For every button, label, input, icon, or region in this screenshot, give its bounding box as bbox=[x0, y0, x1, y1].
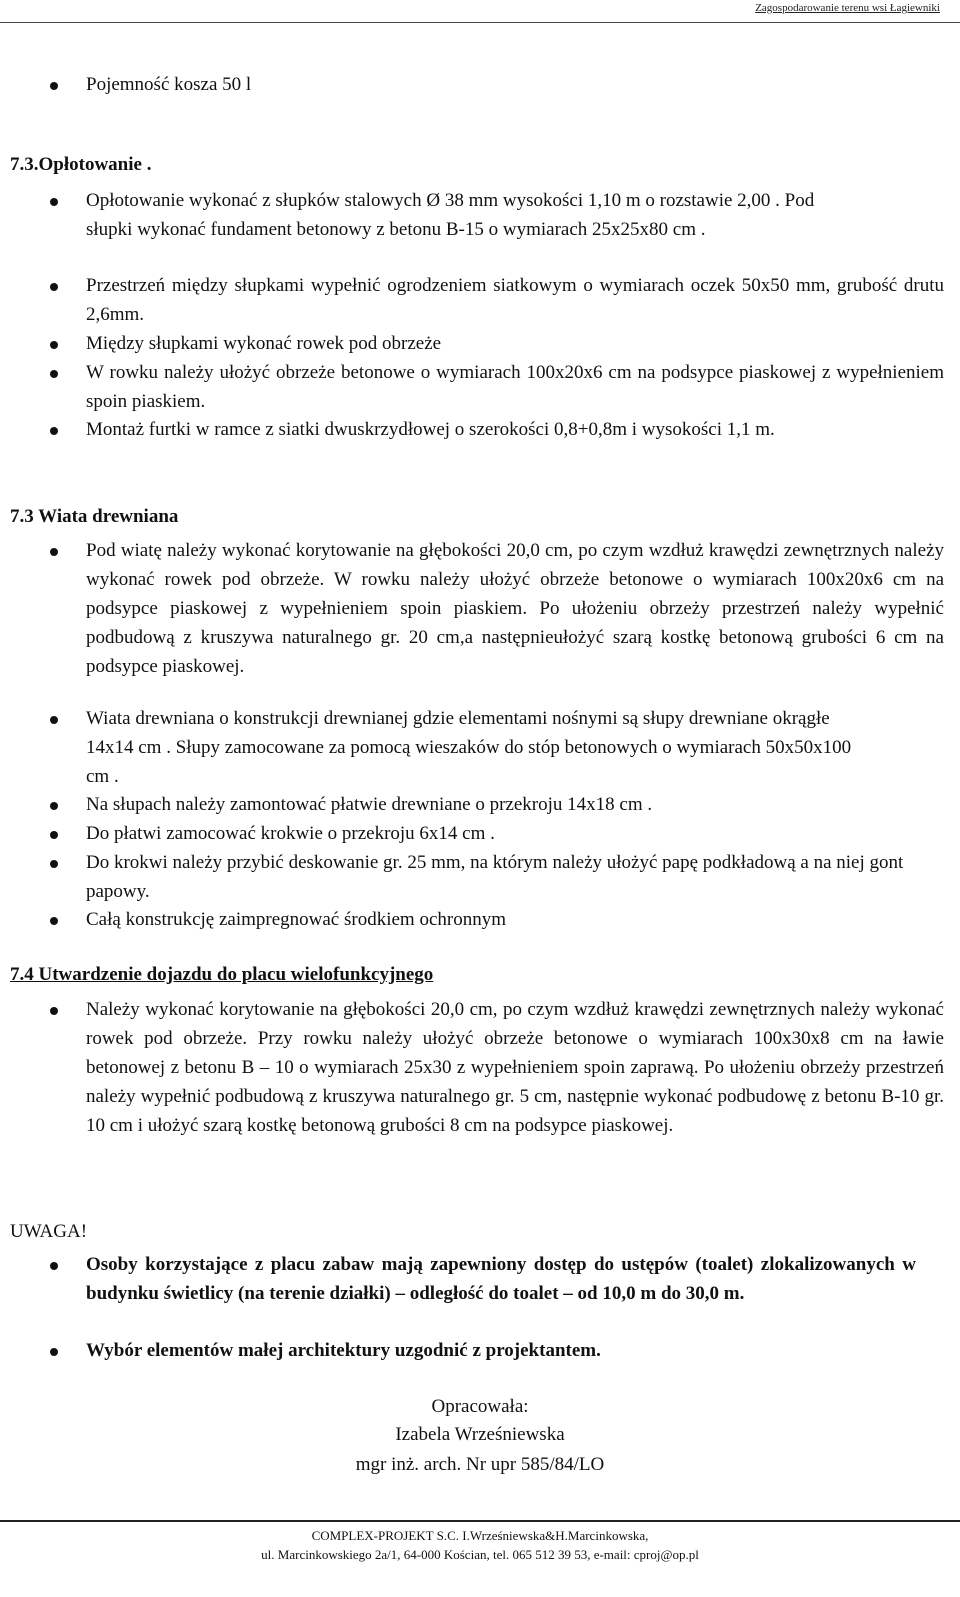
bullet-icon bbox=[50, 548, 58, 556]
bullet-icon bbox=[50, 1348, 58, 1356]
header-title: Zagospodarowanie terenu wsi Łagiewniki bbox=[755, 2, 940, 14]
list-item: Na słupach należy zamontować płatwie drewniane o przekroju 14x18 cm . bbox=[86, 794, 653, 815]
list-item: Do płatwi zamocować krokwie o przekroju 6x14 cm . bbox=[86, 823, 495, 844]
list-item: Przestrzeń między słupkami wypełnić ogrodzeniem siatkowym o wymiarach oczek 50x50 mm, grubość drutu 2,6mm. bbox=[86, 275, 944, 325]
page-header bbox=[0, 0, 960, 23]
list-item: Pod wiatę należy wykonać korytowanie na głębokości 20,0 cm, po czym wzdłuż krawędzi zewnętrznych należy wykonać rowek pod obrzeże. W rowku należy ułożyć obrzeże betonowe o wymiarach 100x20x6 cm na podsypce piaskowej z wypełnieniem spoin piaskiem. Po ułożeniu obrzeży przestrzeń należy wypełnić podbudową z kruszywa naturalnego gr. 20 cm,a następnieułożyć szarą kostkę betonową grubości 6 cm na podsypce piaskowej. bbox=[86, 540, 944, 677]
signature-title: mgr inż. arch. Nr upr 585/84/LO bbox=[355, 1454, 605, 1475]
signature-name: Izabela Wrześniewska bbox=[395, 1424, 565, 1445]
list-item: Między słupkami wykonać rowek pod obrzeże bbox=[86, 333, 442, 354]
list-item: Należy wykonać korytowanie na głębokości 20,0 cm, po czym wzdłuż krawędzi zewnętrznych należy wykonać rowek pod obrzeże. Przy rowku należy ułożyć obrzeże betonowe o wymiarach 100x30x8 cm na ławie betonowej z betonu B – 10 o wymiarach 25x30 z wypełnieniem spoin zaprawą. Po ułożeniu obrzeży przestrzeń należy wypełnić podbudową z kruszywa naturalnego gr. 5 cm, następnie wykonać podbudowę z betonu B-10 gr. 10 cm i ułożyć szarą kostkę betonową grubości 8 cm na podsypce piaskowej. bbox=[86, 999, 944, 1136]
list-item: Do krokwi należy przybić deskowanie gr. 25 mm, na którym należy ułożyć papę podkładową a na niej gont papowy. bbox=[86, 852, 904, 902]
list-item: Pojemność kosza 50 l bbox=[86, 74, 252, 95]
bullet-icon bbox=[50, 860, 58, 868]
bullet-icon bbox=[50, 341, 58, 349]
uwaga-title: UWAGA! bbox=[10, 1221, 88, 1242]
list-item: Wybór elementów małej architektury uzgodnić z projektantem. bbox=[86, 1340, 601, 1361]
bullet-icon bbox=[50, 370, 58, 378]
list-item: W rowku należy ułożyć obrzeże betonowe o wymiarach 100x20x6 cm na podsypce piaskowej z wypełnieniem spoin piaskiem. bbox=[86, 362, 944, 412]
signature-role: Opracowała: bbox=[431, 1396, 529, 1417]
footer-company: COMPLEX-PROJEKT S.C. I.Wrześniewska&H.Marcinkowska, bbox=[311, 1528, 649, 1543]
bullet-icon bbox=[50, 82, 58, 90]
bullet-icon bbox=[50, 1007, 58, 1015]
bullet-icon bbox=[50, 831, 58, 839]
bullet-icon bbox=[50, 283, 58, 291]
list-item: Całą konstrukcję zaimpregnować środkiem ochronnym bbox=[86, 909, 506, 930]
bullet-icon bbox=[50, 198, 58, 206]
footer-address: ul. Marcinkowskiego 2a/1, 64-000 Kościan, tel. 065 512 39 53, e-mail: cproj@op.pl bbox=[261, 1547, 699, 1562]
bullet-icon bbox=[50, 427, 58, 435]
bullet-icon bbox=[50, 917, 58, 925]
section-title-utwardzenie: 7.4 Utwardzenie dojazdu do placu wielofunkcyjnego bbox=[10, 964, 434, 985]
list-item: Wiata drewniana o konstrukcji drewnianej gdzie elementami nośnymi są słupy drewniane okrągłe 14x14 cm . Słupy zamocowane za pomocą wieszaków do stóp betonowych o wymiarach 50x50x100 cm . bbox=[86, 708, 852, 787]
bullet-icon bbox=[50, 716, 58, 724]
list-item: Opłotowanie wykonać z słupków stalowych Ø 38 mm wysokości 1,10 m o rozstawie 2,00 . Pod słupki wykonać fundament betonowy z betonu B-15 o wymiarach 25x25x80 cm . bbox=[86, 190, 815, 240]
section-title-wiata: 7.3 Wiata drewniana bbox=[10, 506, 179, 527]
page-footer bbox=[0, 1520, 960, 1564]
bullet-icon bbox=[50, 1262, 58, 1270]
bullet-icon bbox=[50, 802, 58, 810]
section-title-oplotowanie: 7.3.Opłotowanie . bbox=[10, 154, 152, 175]
list-item: Osoby korzystające z placu zabaw mają zapewniony dostęp do ustępów (toalet) zlokalizowanych w budynku świetlicy (na terenie działki) – odległość do toalet – od 10,0 m do 30,0 m. bbox=[86, 1254, 916, 1304]
list-item: Montaż furtki w ramce z siatki dwuskrzydłowej o szerokości 0,8+0,8m i wysokości 1,1 m. bbox=[86, 419, 775, 440]
